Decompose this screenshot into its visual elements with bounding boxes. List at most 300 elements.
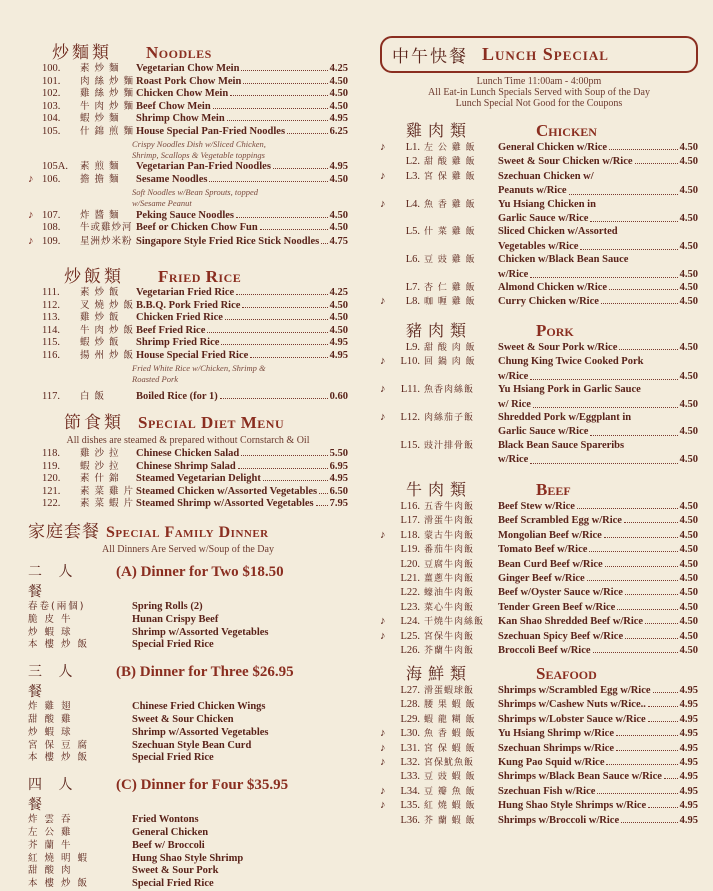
item-chinese-name: 宮保牛肉飯 — [424, 631, 475, 642]
item-chinese-name: 星洲炒米粉 — [80, 235, 133, 247]
item-chinese-name: 魚 香 雞 飯 — [424, 199, 476, 210]
item-chinese-name: 蝦 沙 拉 — [80, 460, 120, 472]
item-name: Sweet & Sour Pork w/Rice — [498, 342, 618, 353]
menu-item — [380, 727, 698, 741]
item-chinese-name: 豆 豉 雞 飯 — [424, 255, 476, 266]
item-price: 6.25 — [329, 125, 348, 137]
item-name: Almond Chicken w/Rice — [498, 282, 608, 294]
item-name: Yu Hsiang Chicken in — [498, 198, 596, 210]
item-name: Vegetarian Chow Mein — [136, 63, 240, 74]
item-price: 4.95 — [679, 757, 698, 769]
item-price: 4.50 — [679, 142, 698, 153]
menu-item — [380, 742, 698, 756]
item-chinese-name: 擔 擔 麵 — [80, 174, 120, 186]
item-price: 4.95 — [679, 685, 698, 696]
dinner-header — [28, 561, 348, 601]
menu-item — [380, 281, 698, 295]
dinner-item-chinese: 脆 皮 牛 — [28, 613, 73, 625]
item-price: 4.50 — [679, 282, 698, 294]
item-number: 106. — [42, 174, 61, 186]
menu-item — [380, 500, 698, 514]
dinner-item — [28, 701, 348, 714]
item-price: 4.50 — [329, 88, 348, 100]
spicy-icon: ♪ — [380, 411, 386, 424]
menu-item — [28, 222, 348, 235]
dinner-item-name: Hunan Crispy Beef — [132, 613, 219, 625]
item-number: L28. — [400, 699, 420, 711]
item-description: Shrimp, Scallops & Vegetable toppings — [132, 149, 265, 160]
dot-leader — [260, 229, 328, 230]
dot-leader — [250, 357, 327, 358]
item-price: 4.95 — [679, 771, 698, 783]
menu-item — [28, 101, 348, 114]
dinner-item-name: Fried Wontons — [132, 814, 199, 826]
spicy-icon: ♪ — [380, 295, 386, 308]
seafood-section — [380, 661, 698, 828]
item-price: 0.60 — [329, 390, 348, 402]
menu-item — [28, 325, 348, 338]
menu-item — [380, 514, 698, 528]
item-number: 104. — [42, 113, 61, 125]
dinner-item — [28, 814, 348, 827]
beef-list — [380, 500, 698, 658]
item-chinese-name: 白 飯 — [80, 390, 106, 402]
item-price: 4.50 — [679, 601, 698, 613]
dot-leader — [213, 108, 328, 109]
item-number: L22. — [400, 587, 420, 599]
item-chinese-name: 豉汁排骨飯 — [424, 440, 475, 451]
item-number: 102. — [42, 88, 61, 100]
item-chinese-name: 左 公 雞 飯 — [424, 143, 476, 153]
spicy-icon: ♪ — [380, 383, 386, 396]
item-chinese-name: 宮保魷魚飯 — [424, 758, 475, 769]
dot-leader — [230, 95, 327, 96]
dot-leader — [616, 750, 678, 751]
dot-leader — [580, 240, 677, 250]
dinner-item-name: Szechuan Style Bean Curd — [132, 739, 252, 751]
item-description: Fried White Rice w/Chicken, Shrimp & — [132, 362, 266, 373]
item-price: 4.95 — [329, 160, 348, 172]
item-chinese-name: 咖 喱 雞 飯 — [424, 297, 476, 308]
item-price: 4.95 — [679, 785, 698, 797]
item-name: Tomato Beef w/Rice — [498, 544, 588, 556]
menu-item — [380, 558, 698, 572]
item-number: L9. — [405, 342, 420, 353]
menu-item — [380, 572, 698, 586]
spicy-icon: ♪ — [380, 741, 386, 754]
dot-leader — [221, 344, 327, 345]
item-number: 114. — [42, 324, 60, 336]
noodles-zh: 炒麵類 — [52, 43, 112, 63]
item-name: Beef Fried Rice — [136, 324, 206, 336]
dot-leader — [569, 184, 678, 194]
dinner-item-chinese: 本 樓 炒 飯 — [28, 878, 90, 890]
item-price: 6.50 — [329, 485, 348, 497]
dot-leader — [621, 822, 677, 823]
item-chinese-name: 滑蛋蝦球飯 — [424, 686, 475, 696]
menu-item — [380, 295, 698, 309]
item-number: L1. — [405, 142, 420, 153]
diet-zh: 節食類 — [64, 413, 124, 433]
dot-leader — [625, 638, 678, 639]
dot-leader — [624, 522, 678, 523]
item-name-continued — [380, 184, 698, 197]
beef-section — [380, 477, 698, 658]
item-price: 4.50 — [679, 426, 698, 438]
item-number: 122. — [42, 498, 61, 510]
item-number: L5. — [405, 226, 420, 238]
item-price: 4.50 — [329, 100, 348, 112]
dinner-item-name: Beef w/ Broccoli — [132, 839, 205, 851]
item-name-line2: w/Rice — [498, 370, 529, 382]
dinner-title: (B) Dinner for Three $26.95 — [116, 664, 294, 681]
dinner-item-name: Shrimp w/Assorted Vegetables — [132, 626, 269, 638]
item-number: L23. — [400, 601, 420, 613]
item-name: Shrimps w/Scrambled Egg w/Rice — [498, 685, 651, 696]
item-price: 4.50 — [679, 156, 698, 168]
item-price: 4.50 — [679, 501, 698, 512]
item-price: 6.95 — [329, 460, 348, 472]
dot-leader — [236, 294, 327, 295]
beef-zh: 牛肉類 — [406, 480, 473, 499]
menu-item — [380, 615, 698, 629]
dinner-header — [28, 774, 348, 814]
spicy-icon: ♪ — [28, 173, 34, 186]
lunch-banner — [380, 36, 698, 73]
dinner-item-name: Sweet & Sour Pork — [132, 865, 219, 877]
noodles-section — [28, 38, 348, 249]
menu-item — [28, 498, 348, 511]
item-name-continued — [380, 240, 698, 253]
item-name: Sliced Chicken w/Assorted — [498, 226, 618, 238]
dot-leader — [530, 453, 677, 463]
spicy-icon: ♪ — [380, 197, 386, 210]
chicken-list — [380, 141, 698, 310]
item-name-continued — [380, 453, 698, 466]
item-name: Chinese Shrimp Salad — [136, 460, 236, 472]
item-name: Beef Chow Mein — [136, 100, 211, 112]
dot-leader — [316, 505, 328, 506]
item-price: 4.75 — [329, 235, 348, 247]
dinner-item-chinese: 甜 酸 雞 — [28, 713, 73, 725]
menu-item — [380, 630, 698, 644]
item-name: Yu Hsiang Pork in Garlic Sauce — [498, 384, 641, 396]
item-chinese-name: 豆 豉 蝦 飯 — [424, 772, 476, 783]
item-chinese-name: 蠔油牛肉飯 — [424, 588, 475, 599]
fried-rice-zh: 炒飯類 — [64, 267, 124, 287]
item-price: 4.50 — [679, 240, 698, 252]
dot-leader — [625, 594, 678, 595]
dot-leader — [533, 398, 678, 408]
item-price: 4.50 — [679, 185, 698, 197]
family-zh: 家庭套餐 — [28, 522, 100, 542]
dinner-item — [28, 601, 348, 614]
item-price: 4.25 — [329, 287, 348, 298]
item-price: 4.50 — [679, 544, 698, 556]
dinner-item-name: Sweet & Sour Chicken — [132, 713, 234, 725]
item-number: 105A. — [42, 160, 68, 172]
item-price: 4.50 — [679, 630, 698, 642]
item-number: 121. — [42, 485, 61, 497]
item-price: 4.95 — [679, 814, 698, 826]
item-chinese-name: 牛 肉 炒 麵 — [80, 100, 135, 112]
item-chinese-name: 干燒牛肉絲飯 — [424, 617, 485, 628]
dot-leader — [263, 480, 328, 481]
seafood-zh: 海鮮類 — [406, 664, 473, 683]
item-chinese-name: 素 菜 雞 片 — [80, 485, 135, 497]
item-chinese-name: 回 鍋 肉 飯 — [424, 357, 476, 368]
item-name: Sweet & Sour Chicken w/Rice — [498, 156, 633, 168]
menu-item — [380, 439, 698, 453]
item-price: 4.95 — [679, 800, 698, 812]
menu-item — [380, 543, 698, 557]
item-number: 100. — [42, 63, 61, 74]
item-chinese-name: 雞 炒 飯 — [80, 312, 120, 324]
item-chinese-name: 番茄牛肉飯 — [424, 545, 475, 556]
dot-leader — [287, 133, 328, 134]
item-name: Singapore Style Fried Rice Stick Noodles — [136, 235, 320, 247]
item-number: 120. — [42, 473, 61, 485]
dot-leader — [606, 764, 677, 765]
item-description: w/Sesame Peanut — [132, 197, 192, 208]
lunch-note-soup: All Eat-in Lunch Specials Served with Soup of the Day — [428, 87, 650, 98]
spicy-icon: ♪ — [28, 208, 34, 221]
item-name: Kan Shao Shredded Beef w/Rice — [498, 616, 644, 628]
item-name: Beef w/Oyster Sauce w/Rice — [498, 587, 623, 599]
item-number: 103. — [42, 100, 61, 112]
item-name: Yu Hsiang Shrimp w/Rice — [498, 728, 615, 740]
dinner-item — [28, 614, 348, 627]
spicy-icon: ♪ — [380, 169, 386, 182]
item-name: Steamed Shrimp w/Assorted Vegetables — [136, 498, 314, 510]
item-name: Beef Stew w/Rice — [498, 501, 575, 512]
item-number: L15. — [400, 439, 420, 451]
item-name: Curry Chicken w/Rice — [498, 296, 599, 308]
item-number: L7. — [405, 282, 420, 294]
item-price: 4.50 — [679, 616, 698, 628]
item-chinese-name: 炸 醬 麵 — [80, 209, 120, 221]
menu-item — [28, 126, 348, 139]
item-chinese-name: 雞 絲 炒 麵 — [80, 88, 135, 100]
dot-leader — [241, 70, 327, 71]
item-name: Roast Pork Chow Mein — [136, 75, 242, 87]
item-chinese-name: 素 炒 飯 — [80, 287, 120, 298]
item-name-line2: w/ Rice — [498, 398, 531, 410]
dot-leader — [605, 566, 678, 567]
dot-leader — [207, 332, 327, 333]
item-price: 4.95 — [679, 742, 698, 754]
item-price: 4.50 — [329, 299, 348, 311]
menu-item — [28, 448, 348, 461]
beef-title: Beef — [536, 480, 571, 499]
item-price: 5.50 — [329, 448, 348, 459]
item-number: L20. — [400, 558, 420, 570]
item-name: Beef Scrambled Egg w/Rice — [498, 515, 622, 527]
item-price: 4.50 — [679, 454, 698, 466]
item-number: 115. — [42, 337, 60, 349]
item-chinese-name: 芥蘭牛肉飯 — [424, 646, 475, 657]
item-number: L19. — [400, 544, 420, 556]
dot-leader — [238, 468, 328, 469]
item-name: Mongolian Beef w/Rice — [498, 529, 602, 541]
dinner-header — [28, 661, 348, 701]
item-name-line2: w/Rice — [498, 454, 529, 466]
item-name: Black Bean Sauce Spareribs — [498, 439, 625, 451]
item-name-continued — [380, 398, 698, 411]
dot-leader — [273, 168, 328, 169]
dinner-chinese-title: 三 人 餐 — [28, 664, 79, 701]
item-name-continued — [380, 370, 698, 383]
noodles-title: Noodles — [146, 43, 212, 62]
pork-title: Pork — [536, 321, 574, 340]
dot-leader — [590, 425, 677, 435]
dot-leader — [321, 243, 327, 244]
dinner-chinese-title: 二 人 餐 — [28, 564, 79, 600]
item-chinese-name: 杏 仁 雞 飯 — [424, 283, 476, 294]
item-name: Boiled Rice (for 1) — [136, 390, 218, 402]
item-chinese-name: 什 錦 煎 麵 — [80, 125, 135, 137]
chicken-title: Chicken — [536, 121, 597, 140]
item-chinese-name: 滑蛋牛肉飯 — [424, 516, 475, 527]
dot-leader — [645, 623, 678, 624]
item-name: Beef or Chicken Chow Fun — [136, 222, 258, 234]
dinner-item-chinese: 炒 蝦 球 — [28, 726, 73, 738]
dinner-item — [28, 840, 348, 853]
item-number: L8. — [405, 296, 420, 308]
menu-item — [380, 141, 698, 155]
menu-item — [28, 88, 348, 101]
spicy-icon: ♪ — [380, 629, 386, 642]
item-name-line2: Garlic Sauce w/Rice — [498, 213, 589, 225]
item-price: 4.95 — [329, 337, 348, 349]
item-chinese-name: 豆 瓣 魚 飯 — [424, 786, 476, 797]
item-number: L16. — [400, 501, 420, 512]
dot-leader — [653, 692, 678, 693]
menu-item — [28, 350, 348, 363]
chicken-zh: 雞肉類 — [406, 121, 473, 140]
dot-leader — [609, 149, 678, 150]
dot-leader — [242, 307, 327, 308]
dot-leader — [243, 83, 327, 84]
item-number: L2. — [405, 156, 420, 168]
dot-leader — [609, 289, 678, 290]
dinner-item-name: Special Fried Rice — [132, 752, 214, 764]
item-description: Roasted Pork — [132, 373, 179, 384]
item-number: L18. — [400, 529, 420, 541]
item-chinese-name: 素 菜 蝦 片 — [80, 498, 135, 510]
item-name: Shrimps w/Black Bean Sauce w/Rice — [498, 771, 662, 783]
item-chinese-name: 五香牛肉飯 — [424, 502, 475, 512]
item-name: Chicken Chow Mein — [136, 88, 229, 100]
item-name: Chicken w/Black Bean Sauce — [498, 254, 629, 266]
dot-leader — [616, 735, 678, 736]
item-number: 116. — [42, 349, 60, 361]
menu-item — [380, 225, 698, 239]
pork-section — [380, 318, 698, 467]
item-name: B.B.Q. Pork Fried Rice — [136, 299, 241, 311]
item-number: L35. — [400, 800, 420, 812]
menu-item — [380, 601, 698, 615]
lunch-zh: 中午快餐 — [392, 47, 468, 67]
dinner-item-chinese: 本 樓 炒 飯 — [28, 639, 90, 651]
menu-item — [28, 209, 348, 223]
menu-item — [380, 155, 698, 169]
item-chinese-name: 宮 保 雞 飯 — [424, 171, 476, 182]
item-price: 4.50 — [329, 324, 348, 336]
family-section — [28, 517, 348, 891]
item-number: L36. — [400, 814, 420, 826]
item-number: L33. — [400, 771, 420, 783]
spicy-icon: ♪ — [380, 528, 386, 541]
menu-item — [28, 300, 348, 313]
item-chinese-name: 紅 燒 蝦 飯 — [424, 801, 476, 812]
item-number: 113. — [42, 312, 60, 324]
item-chinese-name: 牛或雞炒河 — [80, 222, 133, 234]
item-chinese-name: 肉 絲 炒 麵 — [80, 75, 135, 87]
dinner-item-chinese: 甜 酸 肉 — [28, 865, 73, 877]
item-name: Bean Curd Beef w/Rice — [498, 558, 603, 570]
menu-item — [28, 473, 348, 486]
spicy-icon: ♪ — [380, 727, 386, 740]
item-name: Szechuan Fish w/Rice — [498, 785, 596, 797]
item-name: Hung Shao Style Shrimps w/Rice — [498, 800, 647, 812]
lunch-note-coupons: Lunch Special Not Good for the Coupons — [455, 98, 623, 109]
dot-leader — [220, 398, 328, 399]
item-number: 112. — [42, 299, 60, 311]
item-price: 4.50 — [329, 312, 348, 324]
item-number: 101. — [42, 75, 61, 87]
dinner-item — [28, 752, 348, 765]
dot-leader — [589, 551, 677, 552]
seafood-title: Seafood — [536, 664, 597, 683]
dinner-chinese-title: 四 人 餐 — [28, 777, 79, 814]
dinner-item — [28, 878, 348, 891]
menu-item — [380, 355, 698, 369]
dot-leader — [225, 319, 328, 320]
item-number: L30. — [400, 728, 420, 740]
spicy-icon: ♪ — [380, 141, 386, 153]
menu-item — [380, 684, 698, 698]
item-name-continued — [380, 212, 698, 225]
item-name: Szechuan Chicken w/ — [498, 170, 594, 182]
dot-leader — [530, 268, 677, 278]
dot-leader — [601, 303, 678, 304]
fried-rice-title: Fried Rice — [158, 267, 242, 286]
item-price: 4.95 — [329, 349, 348, 361]
dot-leader — [648, 706, 678, 707]
menu-item — [28, 161, 348, 174]
dot-leader — [587, 580, 678, 581]
menu-item — [380, 341, 698, 355]
menu-item — [380, 411, 698, 425]
item-name-line2: w/Rice — [498, 268, 529, 280]
item-number: L3. — [405, 170, 420, 182]
item-chinese-name: 素 炒 麵 — [80, 63, 120, 74]
menu-item — [380, 814, 698, 828]
lunch-note-time: Lunch Time 11:00am - 4:00pm — [476, 76, 602, 87]
item-price: 4.50 — [679, 342, 698, 353]
dinner-item-name: Spring Rolls (2) — [132, 601, 203, 612]
item-name-continued — [380, 268, 698, 281]
dot-leader — [319, 493, 328, 494]
item-name: Peking Sauce Noodles — [136, 209, 235, 221]
item-price: 4.50 — [679, 573, 698, 585]
item-description: Crispy Noodles Dish w/Sliced Chicken, — [132, 138, 266, 149]
item-price: 4.50 — [679, 268, 698, 280]
menu-item — [28, 391, 348, 404]
item-number: L34. — [400, 785, 420, 797]
item-description: Soft Noodles w/Bean Sprouts, topped — [132, 186, 259, 197]
